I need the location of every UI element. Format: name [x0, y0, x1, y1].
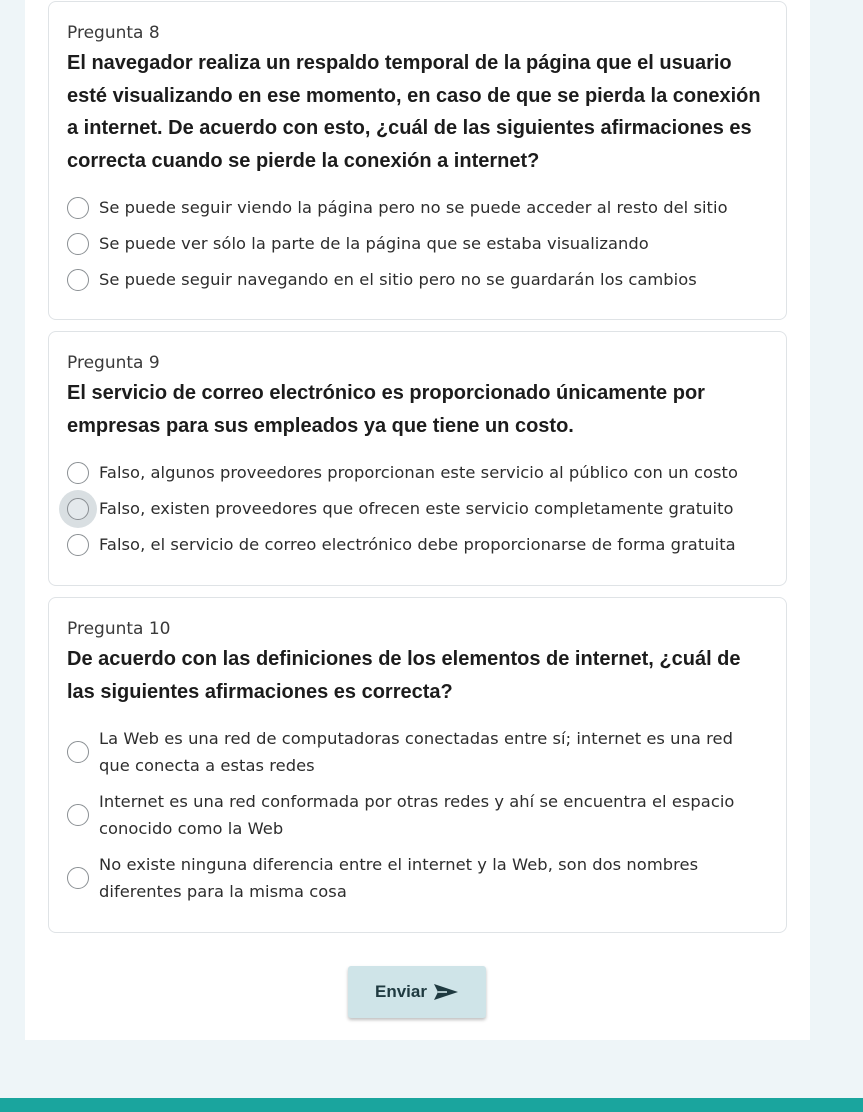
- option-text: La Web es una red de computadoras conectadas entre sí; internet es una red que conecta a estas redes: [99, 729, 733, 775]
- footer-bar: [0, 1098, 863, 1112]
- question-text: El servicio de correo electrónico es proporcionado únicamente por empresas para sus empleados ya que tiene un costo.: [67, 382, 705, 437]
- radio-button[interactable]: [67, 534, 89, 556]
- option-8-c[interactable]: [67, 266, 767, 293]
- option-text: Se puede seguir viendo la página pero no se puede acceder al resto del sitio: [99, 198, 728, 217]
- quiz-panel: [25, 0, 810, 1040]
- option-text: Internet es una red conformada por otras redes y ahí se encuentra el espacio conocido como la Web: [99, 792, 735, 838]
- option-10-b[interactable]: [67, 788, 767, 842]
- option-text: Falso, algunos proveedores proporcionan este servicio al público con un costo: [99, 463, 738, 482]
- option-text: Se puede ver sólo la parte de la página que se estaba visualizando: [99, 234, 649, 253]
- option-text: Falso, existen proveedores que ofrecen este servicio completamente gratuito: [99, 499, 734, 518]
- radio-button[interactable]: [67, 462, 89, 484]
- option-8-b[interactable]: [67, 230, 767, 257]
- radio-button[interactable]: [67, 233, 89, 255]
- question-card-10: [48, 597, 787, 933]
- radio-button[interactable]: [67, 867, 89, 889]
- option-10-c[interactable]: [67, 851, 767, 905]
- radio-button[interactable]: [67, 498, 89, 520]
- submit-label: Enviar: [375, 982, 427, 1001]
- option-9-a[interactable]: [67, 459, 767, 486]
- question-card-9: [48, 331, 787, 586]
- question-text: El navegador realiza un respaldo temporal de la página que el usuario esté visualizando en ese momento, en caso de que se pierda la conexión a internet. De acuerdo con esto, ¿cuál de las siguientes afirmaciones es correcta cuando se pierde la conexión a internet?: [67, 52, 761, 172]
- option-text: No existe ninguna diferencia entre el internet y la Web, son dos nombres diferentes para la misma cosa: [99, 855, 699, 901]
- submit-button[interactable]: [348, 966, 486, 1018]
- option-9-c[interactable]: [67, 531, 767, 558]
- question-label: Pregunta 9: [67, 353, 160, 373]
- send-icon: [433, 982, 459, 1002]
- radio-button[interactable]: [67, 269, 89, 291]
- radio-button[interactable]: [67, 741, 89, 763]
- option-8-a[interactable]: [67, 194, 767, 221]
- option-10-a[interactable]: [67, 725, 767, 779]
- question-text: De acuerdo con las definiciones de los elementos de internet, ¿cuál de las siguientes afirmaciones es correcta?: [67, 648, 741, 703]
- question-card-8: [48, 1, 787, 320]
- option-text: Se puede seguir navegando en el sitio pero no se guardarán los cambios: [99, 270, 697, 289]
- radio-button[interactable]: [67, 197, 89, 219]
- question-label: Pregunta 10: [67, 619, 171, 639]
- question-label: Pregunta 8: [67, 23, 160, 43]
- option-9-b[interactable]: [67, 495, 767, 522]
- option-text: Falso, el servicio de correo electrónico debe proporcionarse de forma gratuita: [99, 535, 736, 554]
- radio-button[interactable]: [67, 804, 89, 826]
